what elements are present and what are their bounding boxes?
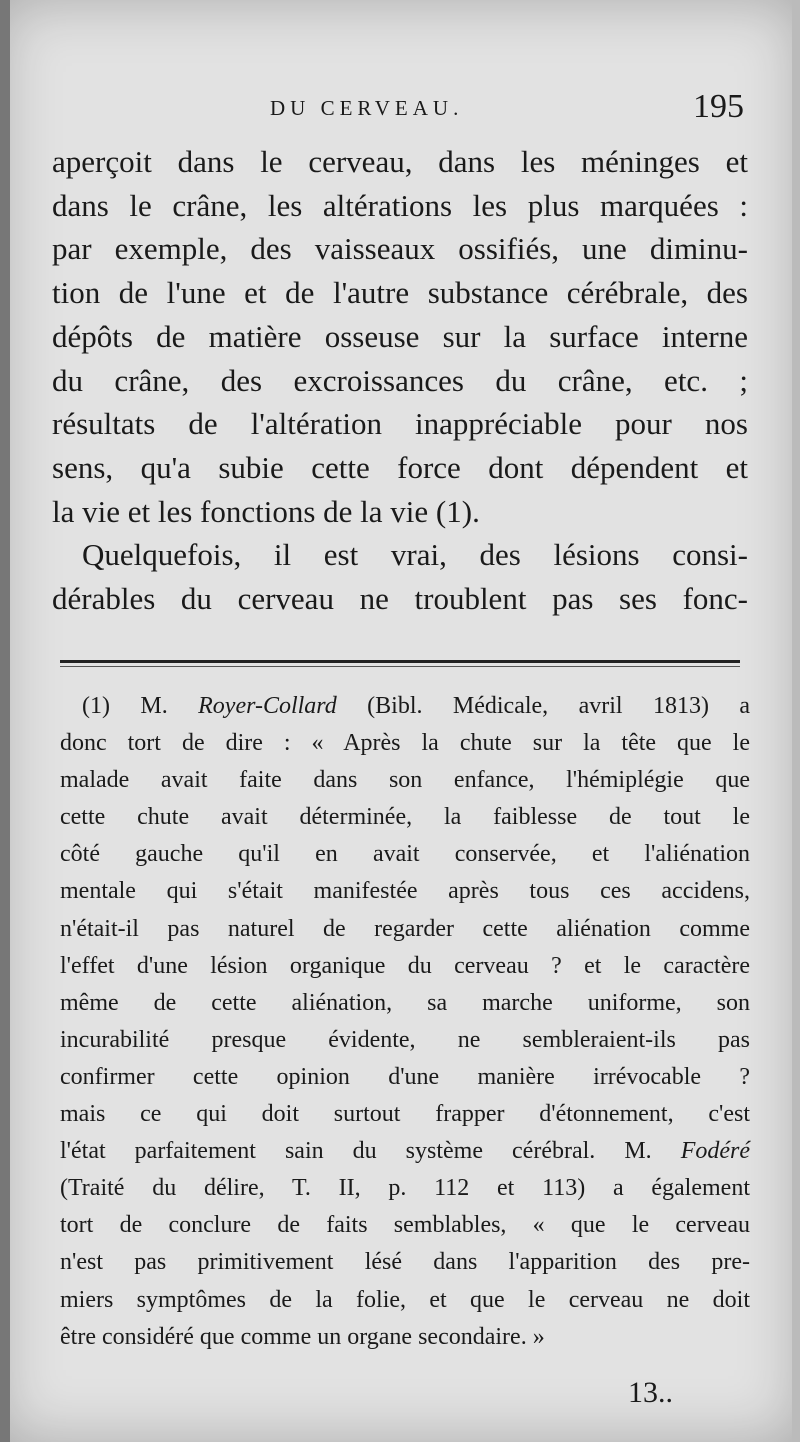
footnote [60, 688, 750, 1356]
footnote-line: incurabilité presque évidente, ne sembleraient-ils pas [60, 1026, 750, 1053]
text-line: dans le crâne, les altérations les plus marquées : [52, 187, 748, 223]
text-line: sens, qu'a subie cette force dont dépendent et [52, 449, 748, 485]
text-line: Quelquefois, il est vrai, des lésions consi- [82, 537, 748, 573]
footnote-line: miers symptômes de la folie, et que le cerveau ne doit [60, 1286, 750, 1313]
text-line: aperçoit dans le cerveau, dans les méninges et [52, 144, 748, 179]
footnote-line [60, 688, 750, 725]
footnote-line: être considéré que comme un organe secondaire. » [60, 1323, 545, 1350]
running-head: DU CERVEAU. [270, 96, 464, 120]
footnote-line: (Traité du délire, T. II, p. 112 et 113) a également [60, 1175, 750, 1202]
page-number: 195 [693, 88, 744, 125]
text-line: du crâne, des excroissances du crâne, etc. ; [52, 362, 748, 398]
footnote-line: tort de conclure de faits semblables, « que le cerveau [60, 1212, 750, 1239]
footnote-line: mais ce qui doit surtout frapper d'étonnement, c'est [60, 1101, 750, 1128]
text-line: dérables du cerveau ne troublent pas ses fonc- [52, 581, 748, 617]
page-edge-right [792, 0, 800, 1442]
footnote-line [60, 1133, 750, 1170]
text-line: résultats de l'altération inappréciable pour nos [52, 406, 748, 442]
footnote-line: donc tort de dire : « Après la chute sur la tête que le [60, 730, 750, 757]
main-text [52, 140, 748, 621]
footnote-author-fodere: Fodéré [680, 1138, 750, 1165]
page-header [270, 88, 750, 132]
text-line: dépôts de matière osseuse sur la surface interne [52, 318, 748, 354]
footnote-line: malade avait faite dans son enfance, l'hémiplégie que [60, 767, 750, 794]
page-edge-left [0, 0, 10, 1442]
footnote-line: n'est pas primitivement lésé dans l'apparition des pre- [60, 1249, 750, 1276]
footnote-citation: (Bibl. Médicale, avril 1813) a [336, 693, 751, 719]
text-line: par exemple, des vaisseaux ossifiés, une diminu- [52, 231, 748, 267]
footnote-line: mentale qui s'était manifestée après tous ces accidens, [60, 878, 750, 905]
signature-mark: 13.. [628, 1376, 673, 1409]
footnote-line: même de cette aliénation, sa marche uniforme, son [60, 989, 750, 1016]
text-line: tion de l'une et de l'autre substance cérébrale, des [52, 275, 748, 311]
footnote-rule [60, 660, 740, 663]
text-line: la vie et les fonctions de la vie (1). [52, 493, 480, 529]
footnote-marker: (1) M. [82, 693, 199, 719]
footnote-line-text: l'état parfaitement sain du système cérébral. M. [60, 1138, 681, 1165]
footnote-author: Royer-Collard [198, 693, 337, 719]
footnote-line: l'effet d'une lésion organique du cerveau ? et le caractère [60, 952, 750, 979]
footnote-line: n'était-il pas naturel de regarder cette aliénation comme [60, 915, 750, 942]
footnote-line: confirmer cette opinion d'une manière irrévocable ? [60, 1063, 750, 1090]
footnote-line: côté gauche qu'il en avait conservée, et l'aliénation [60, 841, 750, 868]
footnote-line: cette chute avait déterminée, la faiblesse de tout le [60, 804, 750, 831]
footnote-rule-thin [60, 666, 740, 667]
